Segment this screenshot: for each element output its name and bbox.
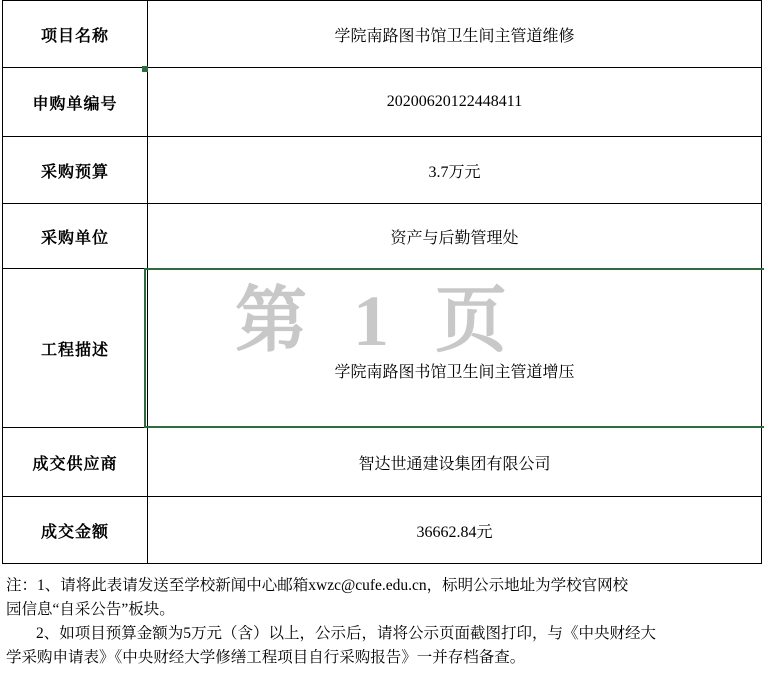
row-label-order-number: 申购单编号	[3, 68, 148, 137]
table-row	[3, 1, 762, 68]
row-value-amount: 36662.84元	[148, 497, 762, 564]
note-line-3: 2、如项目预算金额为5万元（含）以上，公示后，请将公示页面截图打印，与《中央财经大	[36, 625, 657, 643]
green-corner-marker	[142, 66, 148, 72]
row-value-purchasing-unit: 资产与后勤管理处	[148, 204, 762, 269]
note-line-4: 学采购申请表》《中央财经大学修缮工程项目自行采购报告》一并存档备查。	[6, 649, 526, 667]
row-label-supplier: 成交供应商	[3, 428, 148, 497]
table-row	[3, 68, 762, 137]
table-row	[3, 137, 762, 204]
row-label-project-name: 项目名称	[3, 1, 148, 68]
row-value-budget: 3.7万元	[148, 137, 762, 204]
footer-notes	[6, 574, 760, 670]
row-label-purchasing-unit: 采购单位	[3, 204, 148, 269]
project-description-text: 学院南路图书馆卫生间主管道增压	[334, 363, 575, 381]
note-line-2: 园信息“自采公告”板块。	[6, 601, 175, 619]
row-value-project-description	[148, 269, 762, 428]
row-value-order-number: 20200620122448411	[148, 68, 762, 137]
table-row	[3, 497, 762, 564]
row-label-budget: 采购预算	[3, 137, 148, 204]
page-watermark: 第 1 页	[235, 281, 522, 361]
procurement-info-table	[2, 0, 762, 564]
note-line-1: 注：1、请将此表请发送至学校新闻中心邮箱xwzc@cufe.edu.cn，标明公示地址为学校官网校	[6, 577, 629, 594]
row-value-project-name: 学院南路图书馆卫生间主管道维修	[148, 1, 762, 68]
row-label-amount: 成交金额	[3, 497, 148, 564]
table-row	[3, 269, 762, 428]
row-label-project-description: 工程描述	[3, 269, 148, 428]
table-row	[3, 428, 762, 497]
table-row	[3, 204, 762, 269]
row-value-supplier: 智达世通建设集团有限公司	[148, 428, 762, 497]
